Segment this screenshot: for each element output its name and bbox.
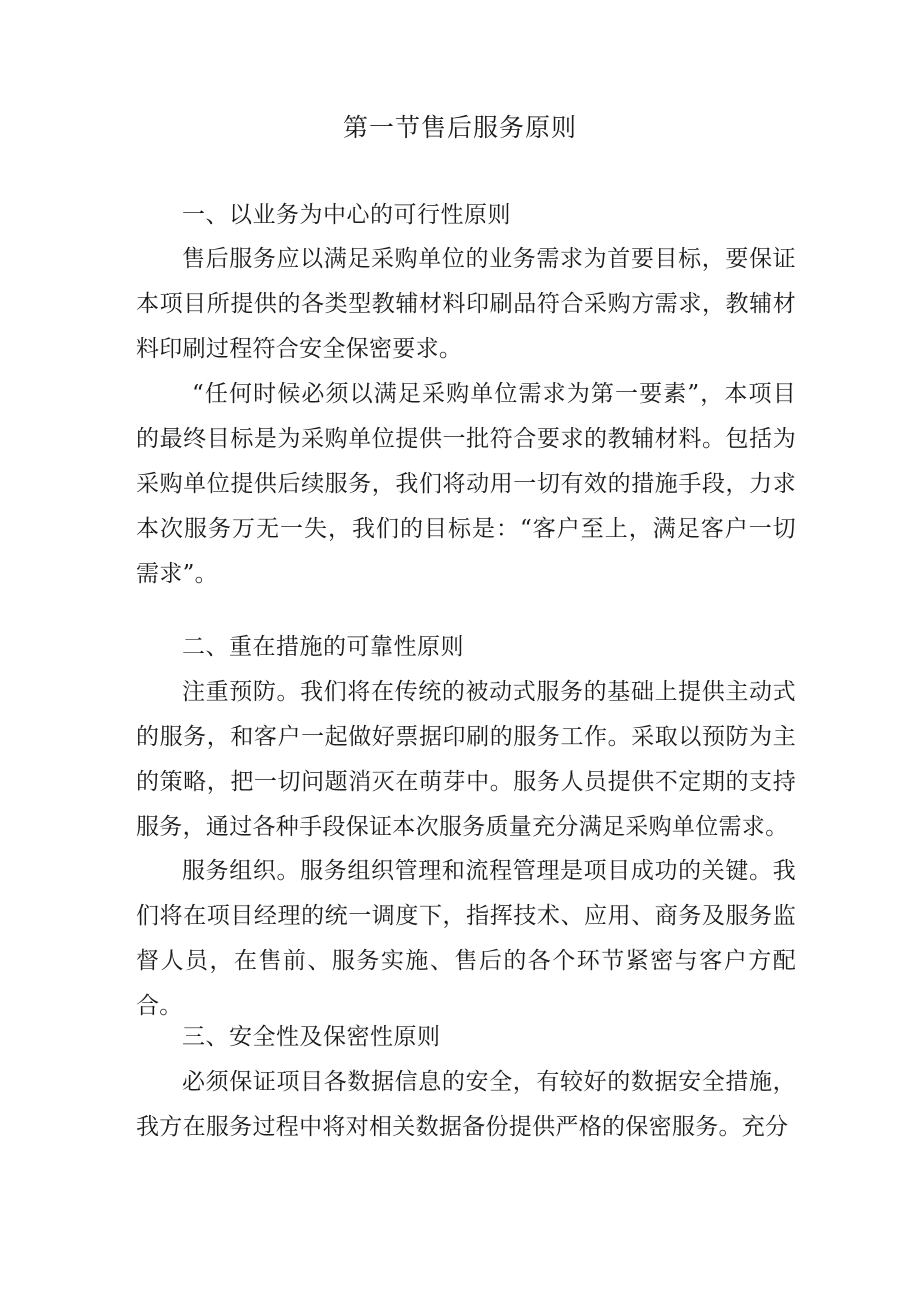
- section-2-paragraph-2: 服务组织。服务组织管理和流程管理是项目成功的关键。我们将在项目经理的统一调度下，指挥技术、应用、商务及服务监督人员，在售前、服务实施、售后的各个环节紧密与客户方配合。: [136, 858, 796, 1019]
- section-3-paragraph-1: 必须保证项目各数据信息的安全，有较好的数据安全措施，我方在服务过程中将对相关数据备份提供严格的保密服务。充分: [136, 1069, 796, 1140]
- section-2-paragraph-1: 注重预防。我们将在传统的被动式服务的基础上提供主动式的服务，和客户一起做好票据印刷的服务工作。采取以预防为主的策略，把一切问题消灭在萌芽中。服务人员提供不定期的支持服务，通过各种手段保证本次服务质量充分满足采购单位需求。: [136, 679, 796, 840]
- section-heading-3: 三、安全性及保密性原则: [182, 1024, 441, 1050]
- section-heading-1: 一、以业务为中心的可行性原则: [182, 202, 511, 228]
- page-title: 第一节售后服务原则: [342, 113, 577, 142]
- section-1-paragraph-1: 售后服务应以满足采购单位的业务需求为首要目标，要保证本项目所提供的各类型教辅材料印刷品符合采购方需求，教辅材料印刷过程符合安全保密要求。: [136, 246, 796, 362]
- section-heading-2: 二、重在措施的可靠性原则: [182, 634, 464, 660]
- section-1-paragraph-2: “任何时候必须以满足采购单位需求为第一要素”，本项目的最终目标是为采购单位提供一批符合要求的教辅材料。包括为采购单位提供后续服务，我们将动用一切有效的措施手段，力求本次服务万无一失，我们的目标是：“客户至上，满足客户一切需求”。: [136, 381, 796, 587]
